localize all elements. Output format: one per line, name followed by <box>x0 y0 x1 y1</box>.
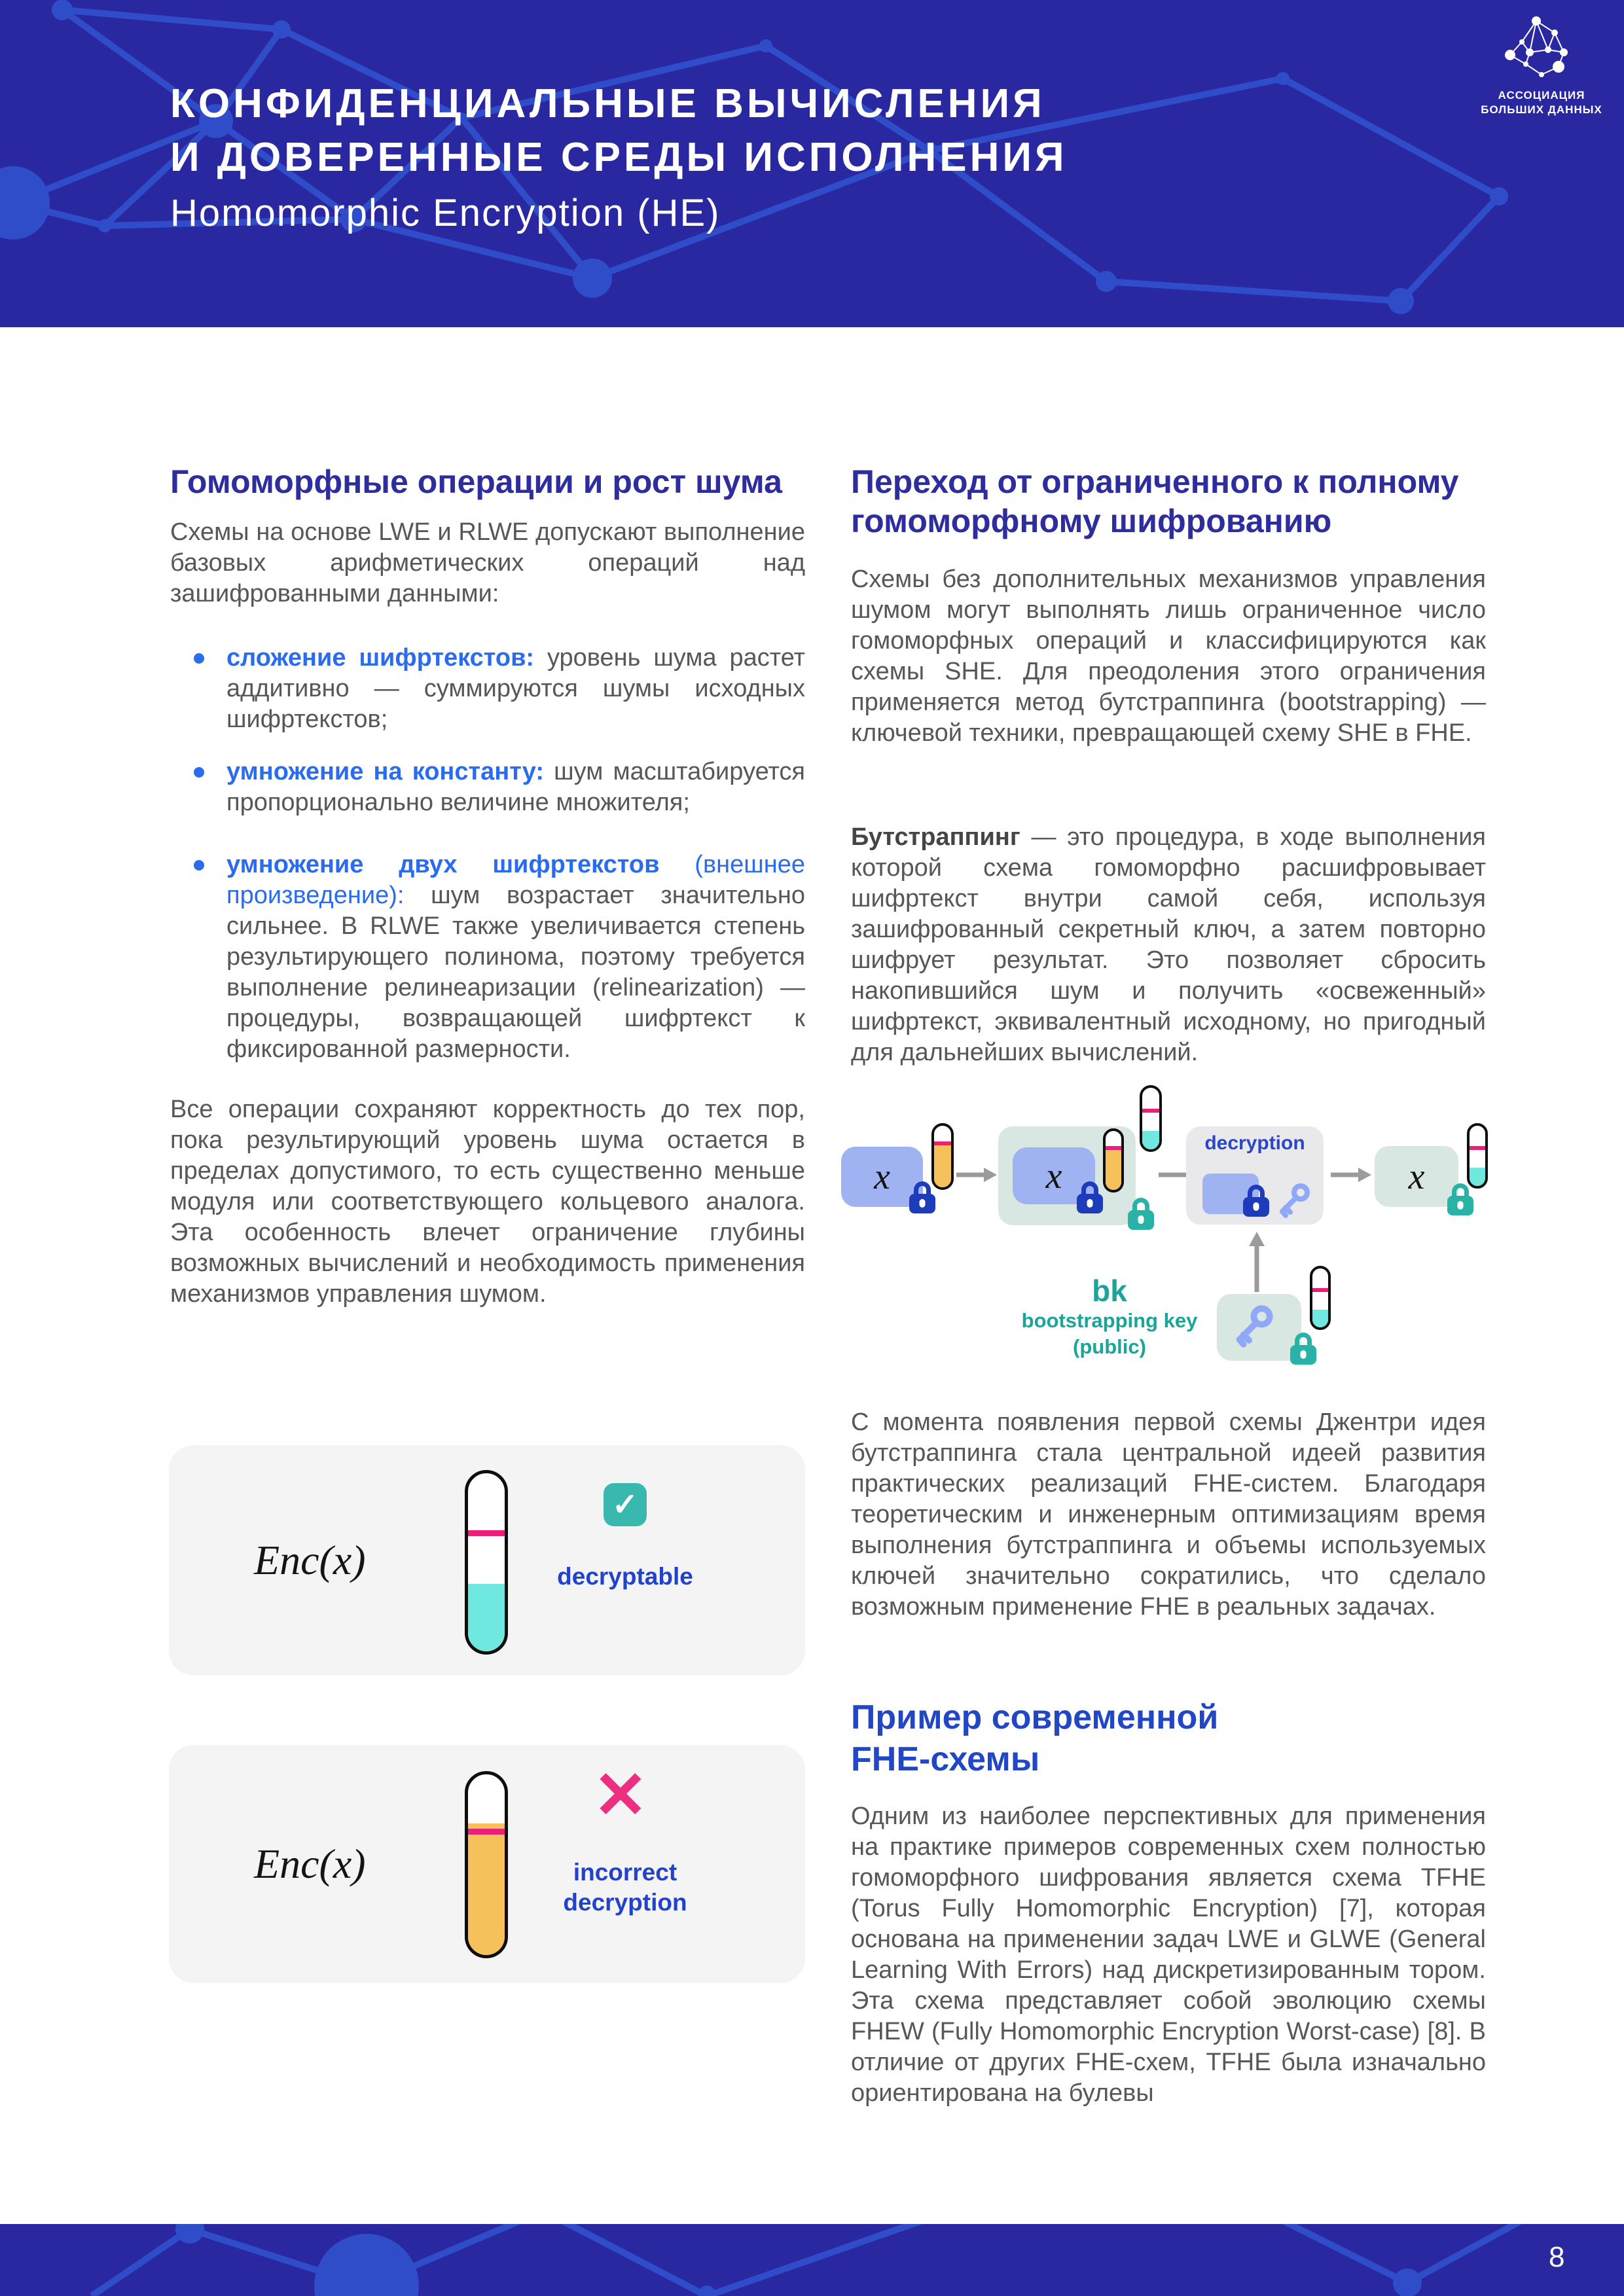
enc-formula: Enc(x) <box>254 1840 366 1887</box>
refreshed-ciphertext-box <box>1375 1146 1458 1207</box>
bootstrapping-key-label <box>1001 1274 1218 1360</box>
x-mark-icon: ✕ <box>593 1759 648 1832</box>
arrow-up-icon <box>1247 1230 1267 1292</box>
logo-text-line1: АССОЦИАЦИЯ <box>1498 89 1585 101</box>
paragraph-tfhe: Одним из наиболее перспективных для применения на практике примеров современных схем полностью гомоморфного шифрования является схема TFHE (Torus Fully Homomorphic Encryption) [7], которая основана на применении задач LWE и GLWE (General Learning With Errors) над дискретизированным тором. Эта схема представляет собой эволюцию схемы FHEW (Fully Homomorphic Encryption Worst-case) [8]. В отличие от других FHE-схем, TFHE была изначально ориентирована на булевы <box>851 1803 1486 2107</box>
bullet-item-constant-mult <box>170 757 805 818</box>
bullet-lead: умножение на константу: <box>226 758 545 785</box>
paragraph-left-outro: Все операции сохраняют корректность до тех пор, пока результирующий уровень шума остается в пределах допустимого, то есть существенно меньше модуля или соответствующего кольцевого аналога. Эта особенность влечет ограничение глубины возможных вычислений и необходимость применения механизмов управления шумом. <box>170 1096 805 1308</box>
paragraph-she: Схемы без дополнительных механизмов управления шумом могут выполнять лишь ограниченное число гомоморфных операций и классифицируются как схемы SHE. Для преодоления этого ограничения применяется метод бутстраппинга (bootstrapping) — ключевой техники, превращающей схему SHE в FHE. <box>851 565 1486 747</box>
noise-tube-icon <box>1103 1128 1124 1193</box>
bootstrapping-diagram <box>841 1080 1492 1384</box>
x-label: x <box>874 1157 890 1197</box>
paragraph-left-intro: Схемы на основе LWE и RLWE допускают выполнение базовых арифметических операций над зашифрованными данными: <box>170 518 805 607</box>
heading-line2: FHE-схемы <box>851 1740 1040 1778</box>
bk-name: bootstrapping key <box>1021 1309 1198 1332</box>
bullet-item-ciphertext-mult <box>170 850 805 1065</box>
x-label: x <box>1408 1156 1425 1197</box>
lock-icon <box>1447 1183 1473 1215</box>
figure-decryptable <box>169 1445 805 1676</box>
lock-icon <box>1128 1198 1154 1230</box>
noise-tube-icon <box>465 1771 508 1958</box>
bullet-lead: умножение двух шифртекстов <box>226 851 660 878</box>
logo-text-line2: БОЛЬШИХ ДАННЫХ <box>1481 103 1602 116</box>
bk-public: (public) <box>1073 1335 1146 1358</box>
arrow-right-icon <box>956 1166 997 1183</box>
subtitle: Homomorphic Encryption (HE) <box>170 192 721 234</box>
caption-line2: decryption <box>563 1889 687 1916</box>
figure-caption <box>517 1857 733 1918</box>
lock-icon <box>909 1181 935 1213</box>
bullet-text: уровень шума растет аддитивно — суммируются шумы исходных шифртекстов; <box>226 644 806 733</box>
decryption-label: decryption <box>1204 1132 1305 1154</box>
noise-tube-icon <box>1310 1266 1331 1330</box>
x-label: x <box>1045 1155 1062 1196</box>
bullet-text: шум возрастает значительно сильнее. В RLWE также увеличивается степень результирующего полинома, поэтому требуется выполнение релинеаризации (relinearization) — процедуры, возвращающей шифртекст к фиксированной размерности. <box>226 882 805 1063</box>
lock-icon <box>1290 1333 1316 1365</box>
noise-tube-icon <box>931 1123 954 1190</box>
noise-tube-icon <box>465 1470 508 1655</box>
check-icon: ✓ <box>604 1483 647 1526</box>
caption-line1: incorrect <box>573 1859 677 1886</box>
heading-line1: Пример современной <box>851 1698 1219 1736</box>
enc-formula: Enc(x) <box>254 1537 366 1583</box>
bullet-lead: сложение шифртекстов: <box>226 644 535 672</box>
key-icon <box>1230 1304 1274 1348</box>
figure-incorrect-decryption <box>169 1745 805 1983</box>
section-heading-left: Гомоморфные операции и рост шума <box>170 463 782 500</box>
key-icon <box>1274 1182 1311 1219</box>
network-pattern <box>0 2224 1624 2296</box>
lock-icon <box>1243 1185 1269 1217</box>
page-number: 8 <box>1549 2241 1565 2273</box>
bk-abbrev: bk <box>1092 1274 1127 1308</box>
page-title <box>170 77 1068 240</box>
arrow-right-icon <box>1331 1166 1371 1183</box>
noise-tube-icon <box>1140 1085 1162 1152</box>
paragraph-gentry: С момента появления первой схемы Джентри идея бутстраппинга стала центральной идеей развития практических реализаций FHE-систем. Благодаря теоретическим и инженерным оптимизациям время выполнения бутстраппинга и объемы используемых ключей значительно сократились, что сделало возможным применение FHE в реальных задачах. <box>851 1408 1486 1621</box>
big-data-association-logo <box>1479 14 1604 117</box>
section-heading-fhe-example <box>851 1696 1486 1780</box>
abd-logo-icon <box>1496 14 1587 85</box>
title-line-2: И ДОВЕРЕННЫЕ СРЕДЫ ИСПОЛНЕНИЯ <box>170 135 1068 180</box>
bullet-lead-secondary: (внешнее произведение): <box>226 851 805 909</box>
paragraph-bootstrapping <box>851 822 1486 1068</box>
lock-icon <box>1077 1181 1103 1213</box>
paragraph-lead: Бутстраппинг <box>851 823 1020 851</box>
section-heading-right: Переход от ограниченного к полному гомоморфному шифрованию <box>851 463 1459 539</box>
bullet-item-addition <box>170 643 805 735</box>
figure-caption: decryptable <box>557 1563 693 1590</box>
noise-tube-icon <box>1467 1123 1488 1189</box>
header-band <box>0 0 1624 327</box>
paragraph-text: — это процедура, в ходе выполнения которой схема гомоморфно расшифровывает шифртекст внутри самой себя, используя зашифрованный секретный ключ, а затем повторно шифрует результат. Это позволяет сбросить накопившийся шум и получить «освеженный» шифртекст, эквивалентный исходному, но пригодный для дальнейших вычислений. <box>851 823 1486 1066</box>
footer-band <box>0 2224 1624 2296</box>
bullet-text: шум масштабируется пропорционально величине множителя; <box>226 758 805 816</box>
title-line-1: КОНФИДЕНЦИАЛЬНЫЕ ВЫЧИСЛЕНИЯ <box>170 81 1045 126</box>
